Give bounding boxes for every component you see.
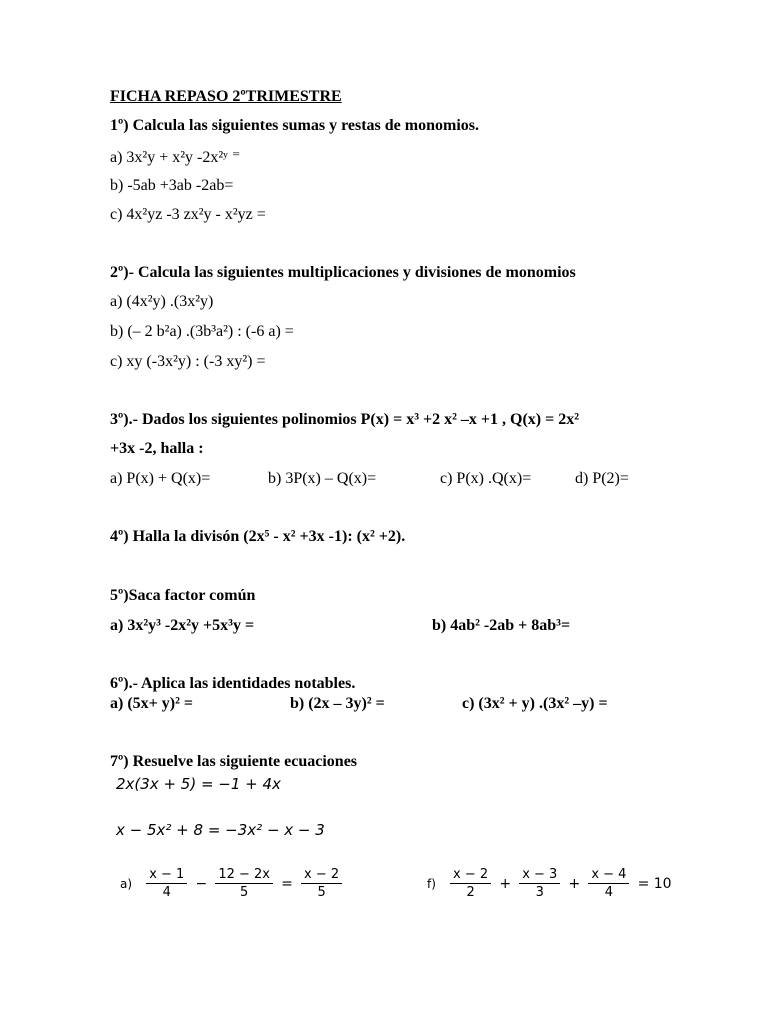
equation-a bbox=[120, 866, 342, 901]
exercise-5-item-b: b) 4ab² -2ab + 8ab³= bbox=[432, 617, 571, 634]
fraction-numerator: x − 2 bbox=[301, 866, 342, 884]
fraction-denominator: 5 bbox=[240, 885, 249, 900]
equation-f-label: f) bbox=[427, 876, 436, 891]
exercise-5-heading: 5º)Saca factor común bbox=[110, 587, 256, 604]
equation-2: x − 5x² + 8 = −3x² − x − 3 bbox=[116, 821, 325, 839]
exercise-5-item-a: a) 3x²y³ -2x²y +5x³y = bbox=[110, 617, 255, 634]
exercise-6-item-c: c) (3x² + y) .(3x² –y) = bbox=[462, 695, 608, 712]
exercise-6-item-b: b) (2x – 3y)² = bbox=[290, 695, 385, 712]
fraction-denominator: 3 bbox=[535, 885, 544, 900]
exercise-6-item-a: a) (5x+ y)² = bbox=[110, 695, 194, 712]
exercise-4-heading: 4º) Halla la divisón (2x⁵ - x² +3x -1): (x² +2). bbox=[110, 528, 406, 545]
exercise-6-heading: 6º).- Aplica las identidades notables. bbox=[110, 675, 356, 692]
fraction-numerator: x − 2 bbox=[450, 866, 491, 884]
fraction-numerator: x − 1 bbox=[146, 866, 187, 884]
fraction-numerator: 12 − 2x bbox=[215, 866, 273, 884]
fraction bbox=[588, 866, 629, 901]
exercise-1-heading: 1º) Calcula las siguientes sumas y restas de monomios. bbox=[110, 117, 479, 134]
exercise-2-item-a: a) (4x²y) .(3x²y) bbox=[110, 293, 214, 310]
exercise-2-heading: 2º)- Calcula las siguientes multiplicaciones y divisiones de monomios bbox=[110, 264, 576, 281]
equation-1: 2x(3x + 5) = −1 + 4x bbox=[116, 775, 281, 793]
fraction bbox=[215, 866, 273, 901]
operator: + bbox=[568, 875, 581, 892]
fraction-denominator: 2 bbox=[466, 885, 475, 900]
fraction-denominator: 4 bbox=[162, 885, 171, 900]
exercise-3-item-a: a) P(x) + Q(x)= bbox=[110, 470, 211, 487]
exercise-1-item-c: c) 4x²yz -3 zx²y - x²yz = bbox=[110, 206, 266, 223]
exercise-2-item-c: c) xy (-3x²y) : (-3 xy²) = bbox=[110, 353, 266, 370]
fraction bbox=[450, 866, 491, 901]
fraction-denominator: 4 bbox=[604, 885, 614, 900]
fraction-numerator: x − 4 bbox=[588, 866, 629, 884]
exercise-7-heading: 7º) Resuelve las siguiente ecuaciones bbox=[110, 753, 358, 770]
equation-f bbox=[427, 866, 676, 901]
exercise-3-heading-continued: +3x -2, halla : bbox=[110, 440, 204, 457]
operator: + bbox=[499, 875, 512, 892]
equation-a-label: a) bbox=[120, 876, 133, 891]
fraction-denominator: 5 bbox=[317, 885, 326, 900]
exercise-3-item-b: b) 3P(x) – Q(x)= bbox=[268, 470, 377, 487]
exercise-3-item-d: d) P(2)= bbox=[575, 470, 629, 487]
exercise-2-item-b: b) (– 2 b²a) .(3b³a²) : (-6 a) = bbox=[110, 323, 294, 340]
operator: − bbox=[195, 875, 208, 892]
exercise-3-heading: 3º).- Dados los siguientes polinomios P(x) = x³ +2 x² –x +1 , Q(x) = 2x² bbox=[110, 411, 580, 428]
page-title: FICHA REPASO 2ºTRIMESTRE bbox=[110, 88, 342, 105]
exercise-3-item-c: c) P(x) .Q(x)= bbox=[440, 470, 532, 487]
exercise-1-item-a: a) 3x²y + x²y -2x²ʸ ⁼ bbox=[110, 149, 241, 166]
fraction bbox=[301, 866, 342, 901]
equation-f-rhs: = 10 bbox=[637, 875, 672, 892]
operator: = bbox=[281, 875, 293, 892]
exercise-1-item-b: b) -5ab +3ab -2ab= bbox=[110, 177, 234, 194]
fraction bbox=[146, 866, 187, 901]
fraction bbox=[519, 866, 560, 901]
fraction-numerator: x − 3 bbox=[519, 866, 560, 884]
